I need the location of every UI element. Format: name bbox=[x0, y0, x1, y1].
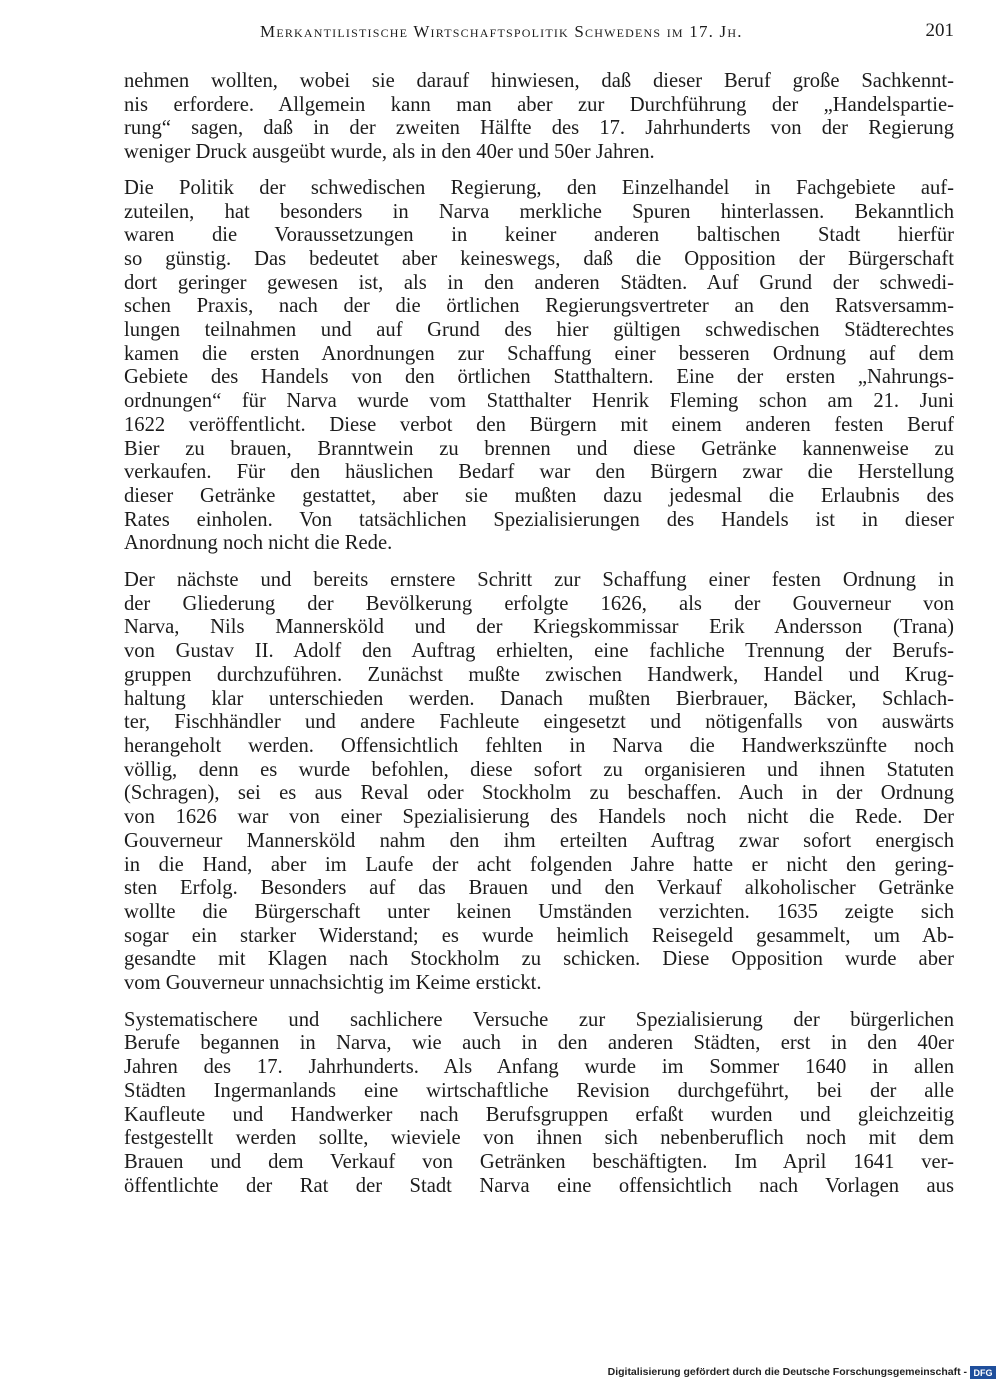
text-line: Die Politik der schwedischen Regierung, den Einzelhandel in Fachgebiete auf- bbox=[124, 176, 954, 199]
funding-notice: Digitalisierung gefördert durch die Deutsche Forschungsgemeinschaft - bbox=[607, 1366, 967, 1378]
page-header bbox=[260, 22, 960, 52]
text-line: 1622 veröffentlicht. Diese verbot den Bürgern mit einem anderen festen Beruf bbox=[124, 413, 954, 436]
text-line: Bier zu brauen, Branntwein zu brennen und diese Getränke kannenweise zu bbox=[124, 437, 954, 460]
text-line: haltung klar unterschieden werden. Danach mußten Bierbrauer, Bäcker, Schlach- bbox=[124, 687, 954, 710]
paragraph-1 bbox=[124, 70, 954, 165]
text-line: herangeholt werden. Offensichtlich fehlten in Narva die Handwerkszünfte noch bbox=[124, 734, 954, 757]
text-line: Gebiete des Handels von den örtlichen Statthaltern. Eine der ersten „Nahrungs- bbox=[124, 366, 954, 389]
text-line: wollte die Bürgerschaft unter keinen Umständen verzichten. 1635 zeigte sich bbox=[124, 900, 954, 923]
text-line: rung“ sagen, daß in der zweiten Hälfte des 17. Jahrhunderts von der Regierung bbox=[124, 117, 954, 140]
text-line: von Gustav II. Adolf den Auftrag erhielten, eine fachliche Trennung der Berufs- bbox=[124, 640, 954, 663]
text-line: Kaufleute und Handwerker nach Berufsgruppen erfaßt wurden und gleichzeitig bbox=[124, 1103, 954, 1126]
paragraph-4 bbox=[124, 1009, 954, 1199]
text-line: nis erfordere. Allgemein kann man aber zur Durchführung der „Handelspartie- bbox=[124, 93, 954, 116]
text-line: schen Praxis, nach der die örtlichen Regierungsvertreter an den Ratsversamm- bbox=[124, 295, 954, 318]
text-line: Gouverneur Mannersköld nahm den ihm erteilten Auftrag zwar sofort energisch bbox=[124, 829, 954, 852]
text-line: ter, Fischhändler und andere Fachleute eingesetzt und nötigenfalls von auswärts bbox=[124, 711, 954, 734]
text-line: öffentlichte der Rat der Stadt Narva eine offensichtlich nach Vorlagen aus bbox=[124, 1174, 954, 1197]
text-line: so günstig. Das bedeutet aber keineswegs, daß die Opposition der Bürgerschaft bbox=[124, 247, 954, 270]
text-line: ordnungen“ für Narva wurde vom Statthalter Henrik Fleming schon am 21. Juni bbox=[124, 390, 954, 413]
text-line: sten Erfolg. Besonders auf das Brauen und den Verkauf alkoholischer Getränke bbox=[124, 877, 954, 900]
text-line: in die Hand, aber im Laufe der acht folgenden Jahre hatte er nicht den gering- bbox=[124, 853, 954, 876]
text-line: gesandte mit Klagen nach Stockholm zu schicken. Diese Opposition wurde aber bbox=[124, 948, 954, 971]
text-line: Anordnung noch nicht die Rede. bbox=[124, 532, 393, 555]
text-line: waren die Voraussetzungen in keiner anderen baltischen Stadt hierfür bbox=[124, 224, 954, 247]
dfg-logo-text: DFG bbox=[973, 1367, 993, 1378]
text-line: Berufe begannen in Narva, wie auch in den anderen Städten, erst in den 40er bbox=[124, 1032, 954, 1055]
dfg-logo bbox=[970, 1366, 996, 1379]
paragraph-2 bbox=[124, 177, 954, 556]
text-line: gruppen durchzuführen. Zunächst mußte zwischen Handwerk, Handel und Krug- bbox=[124, 663, 954, 686]
paragraph-3 bbox=[124, 569, 954, 996]
text-line: festgestellt werden sollte, wieviele von ihnen sich nebenberuflich noch mit dem bbox=[124, 1127, 954, 1150]
text-line: Narva, Nils Mannersköld und der Kriegskommissar Erik Andersson (Trana) bbox=[124, 616, 954, 639]
text-line: Der nächste und bereits ernstere Schritt zur Schaffung einer festen Ordnung in bbox=[124, 569, 954, 592]
text-line: nehmen wollten, wobei sie darauf hinwiesen, daß dieser Beruf große Sachkennt- bbox=[124, 70, 954, 92]
running-title: Merkantilistische Wirtschaftspolitik Schwedens im 17. Jh. bbox=[260, 22, 743, 41]
text-line: (Schragen), sei es aus Reval oder Stockholm zu beschaffen. Auch in der Ordnung bbox=[124, 782, 954, 805]
text-line: der Gliederung der Bevölkerung erfolgte 1626, als der Gouverneur von bbox=[124, 592, 954, 615]
text-line: dort geringer gewesen ist, als in den anderen Städten. Auf Grund der schwedi- bbox=[124, 271, 954, 294]
text-line: vom Gouverneur unnachsichtig im Keime erstickt. bbox=[124, 972, 542, 995]
page-number: 201 bbox=[925, 20, 954, 41]
text-line: zuteilen, hat besonders in Narva merkliche Spuren hinterlassen. Bekanntlich bbox=[124, 200, 954, 223]
digitization-footer bbox=[608, 1363, 996, 1381]
body-text bbox=[124, 70, 954, 1198]
text-line: kamen die ersten Anordnungen zur Schaffung einer besseren Ordnung auf dem bbox=[124, 342, 954, 365]
text-line: Systematischere und sachlichere Versuche zur Spezialisierung der bürgerlichen bbox=[124, 1008, 954, 1031]
text-line: verkaufen. Für den häuslichen Bedarf war den Bürgern zwar die Herstellung bbox=[124, 461, 954, 484]
text-line: sogar ein starker Widerstand; es wurde heimlich Reisegeld gesammelt, um Ab- bbox=[124, 924, 954, 947]
text-line: Jahren des 17. Jahrhunderts. Als Anfang wurde im Sommer 1640 in allen bbox=[124, 1056, 954, 1079]
text-line: Rates einholen. Von tatsächlichen Spezialisierungen des Handels ist in dieser bbox=[124, 508, 954, 531]
text-line: dieser Getränke gestattet, aber sie mußten dazu jedesmal die Erlaubnis des bbox=[124, 484, 954, 507]
text-line: Brauen und dem Verkauf von Getränken beschäftigten. Im April 1641 ver- bbox=[124, 1150, 954, 1173]
text-line: Städten Ingermanlands eine wirtschaftliche Revision durchgeführt, bei der alle bbox=[124, 1079, 954, 1102]
text-line: von 1626 war von einer Spezialisierung des Handels noch nicht die Rede. Der bbox=[124, 806, 954, 829]
text-line: völlig, denn es wurde befohlen, diese sofort zu organisieren und ihnen Statuten bbox=[124, 758, 954, 781]
text-line: weniger Druck ausgeübt wurde, als in den 40er und 50er Jahren. bbox=[124, 141, 655, 164]
text-line: lungen teilnahmen und auf Grund des hier gültigen schwedischen Städterechtes bbox=[124, 319, 954, 342]
